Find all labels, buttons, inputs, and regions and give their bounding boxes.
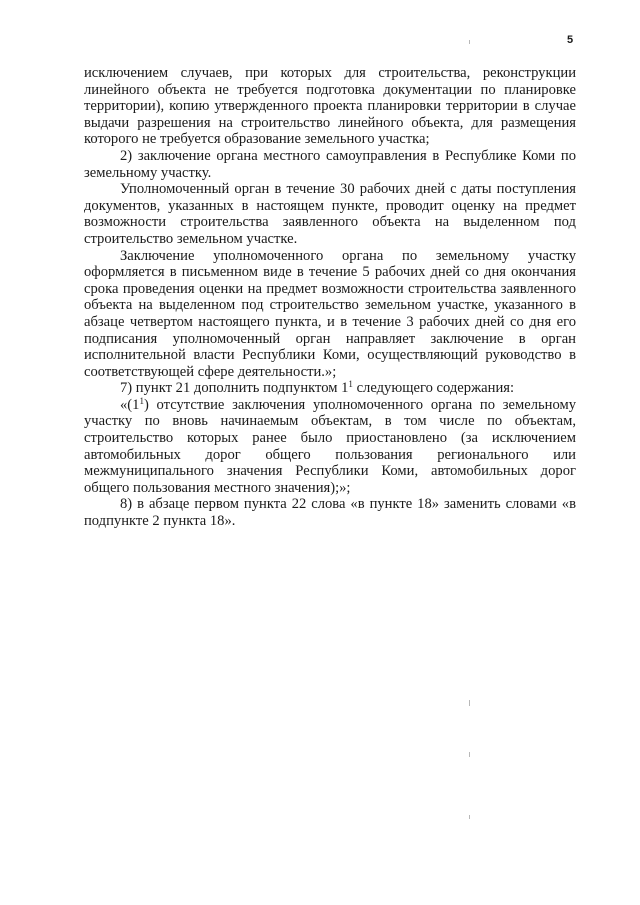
paragraph-item-8: 8) в абзаце первом пункта 22 слова «в пункте 18» заменить словами «в подпункте 2 пункта 18». [84,496,576,530]
paragraph-item-7 [84,380,576,397]
document-body [84,65,576,530]
scan-speck [469,752,470,757]
subitem-text-end: ) отсутствие заключения уполномоченного органа по земельному участку по вновь начинаемым объектам, в том числе по объектам, строительство которых ранее было приостановлено (за исключением автомобильных дорог общего пользования регионального или межмуниципального значения Республики Коми, автомобильных дорог общего пользования местного значения);»; [84,396,576,496]
scan-speck [469,815,470,819]
item-7-text: 7) пункт 21 дополнить подпунктом 1 [120,380,349,397]
subitem-superscript: 1 [139,395,144,406]
item-7-superscript: 1 [348,379,353,390]
paragraph-continuation: исключением случаев, при которых для строительства, реконструкции линейного объекта не требуется подготовка документации по планировке территории), копию утвержденного проекта планировки территории в случае выдачи разрешения на строительство линейного объекта, для размещения которого не требуется образование земельного участка; [84,65,576,148]
paragraph-assessment-term: Уполномоченный орган в течение 30 рабочих дней с даты поступления документов, указанных в настоящем пункте, проводит оценку на предмет возможности строительства заявленного объекта на выделенном под строительство земельном участке. [84,181,576,247]
paragraph-subitem-1-1 [84,397,576,497]
paragraph-conclusion: Заключение уполномоченного органа по земельному участку оформляется в письменном виде в течение 5 рабочих дней со дня окончания срока проведения оценки на предмет возможности строительства заявленного объекта на выделенном под строительство земельном участке, указанного в абзаце четвертом настоящего пункта, и в течение 3 рабочих дней со дня его подписания уполномоченный орган направляет заключение в орган исполнительной власти Республики Коми, осуществляющий руководство в соответствующей сфере деятельности.»; [84,247,576,380]
page-number: 5 [567,34,574,46]
paragraph-item-2: 2) заключение органа местного самоуправления в Республике Коми по земельному участку. [84,147,576,181]
scan-speck [469,700,470,706]
subitem-text-start: «(1 [120,396,140,413]
item-7-text-end: следующего содержания: [352,380,515,397]
scan-speck [469,40,470,44]
